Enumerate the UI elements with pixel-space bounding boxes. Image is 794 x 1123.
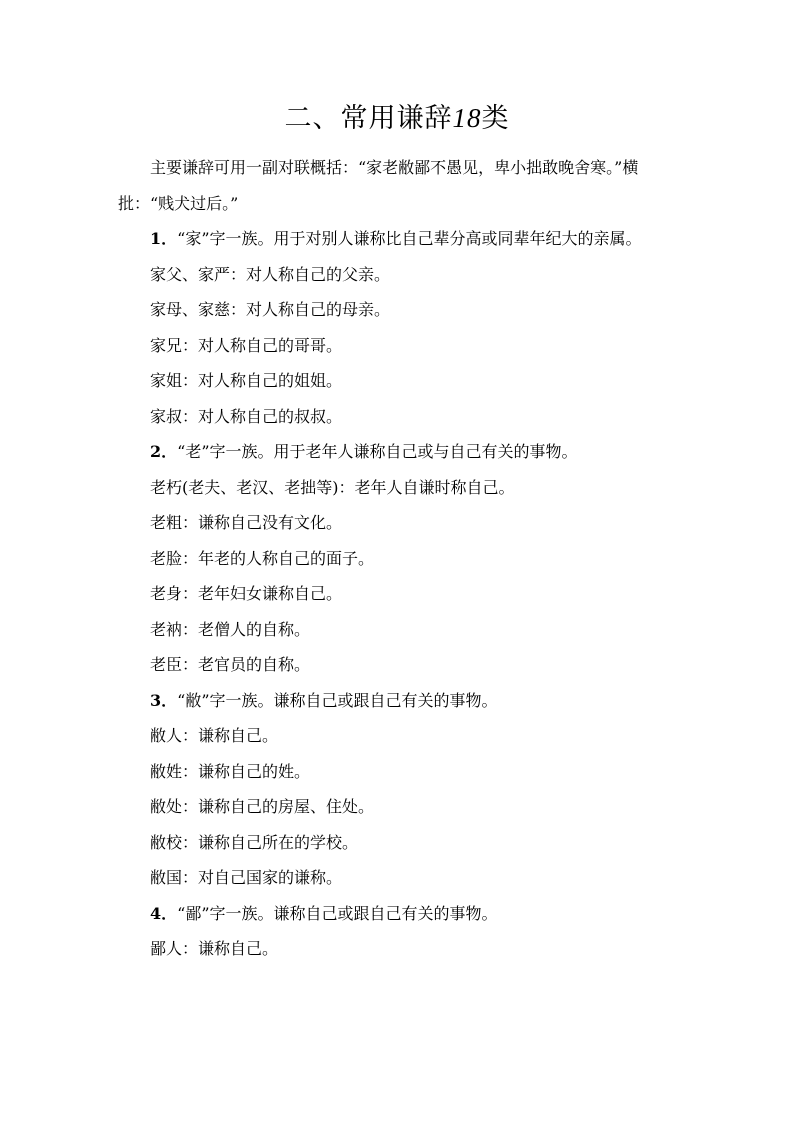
list-item: 家叔：对人称自己的叔叔。 — [150, 406, 343, 426]
intro-paragraph: 主要谦辞可用一副对联概括：“家老敝鄙不愚见，卑小拙敢晚舍寒。”横批：“贱犬过后。” — [118, 158, 639, 213]
title-suffix: 类 — [481, 103, 510, 134]
page-title — [0, 96, 794, 135]
list-item: 敝人：谦称自己。 — [150, 726, 279, 745]
list-item: 敝校：谦称自己所在的学校。 — [150, 832, 359, 852]
section-heading-text: “家”字一族。用于对别人谦称比自己辈分高或同辈年纪大的亲属。 — [177, 229, 642, 248]
section-heading-text: “老”字一族。用于老年人谦称自己或与自己有关的事物。 — [177, 442, 578, 461]
list-item: 老身：老年妇女谦称自己。 — [150, 584, 343, 603]
section-heading-4 — [118, 896, 678, 932]
list-item: 家姐：对人称自己的姐姐。 — [150, 371, 343, 390]
section-heading-text: “敝”字一族。谦称自己或跟自己有关的事物。 — [177, 690, 498, 710]
section-number: 2． — [150, 442, 178, 461]
list-item: 鄙人：谦称自己。 — [150, 939, 279, 958]
section-number: 1． — [150, 229, 178, 248]
section-heading-1 — [118, 221, 678, 257]
section-heading-2 — [118, 434, 678, 470]
list-item: 老脸：年老的人称自己的面子。 — [150, 548, 375, 568]
list-item: 家兄：对人称自己的哥哥。 — [150, 335, 343, 355]
list-item: 家母、家慈：对人称自己的母亲。 — [150, 300, 391, 319]
list-item: 敝处：谦称自己的房屋、住处。 — [150, 797, 375, 816]
section-number: 3． — [150, 690, 178, 710]
list-item: 老粗：谦称自己没有文化。 — [150, 513, 343, 532]
list-item: 老衲：老僧人的自称。 — [150, 619, 311, 639]
title-prefix: 二、常用谦辞 — [284, 103, 453, 134]
list-item: 老朽(老夫、老汉、老拙等)：老年人自谦时称自己。 — [150, 477, 515, 497]
list-item: 敝国：对自己国家的谦称。 — [150, 868, 343, 887]
title-number: 18 — [452, 103, 482, 133]
list-item: 老臣：老官员的自称。 — [150, 655, 311, 674]
section-heading-3 — [118, 683, 678, 719]
section-heading-text: “鄙”字一族。谦称自己或跟自己有关的事物。 — [177, 903, 498, 923]
document-body — [118, 150, 678, 967]
list-item: 敝姓：谦称自己的姓。 — [150, 761, 311, 781]
section-number: 4． — [150, 903, 178, 923]
list-item: 家父、家严：对人称自己的父亲。 — [150, 264, 391, 284]
